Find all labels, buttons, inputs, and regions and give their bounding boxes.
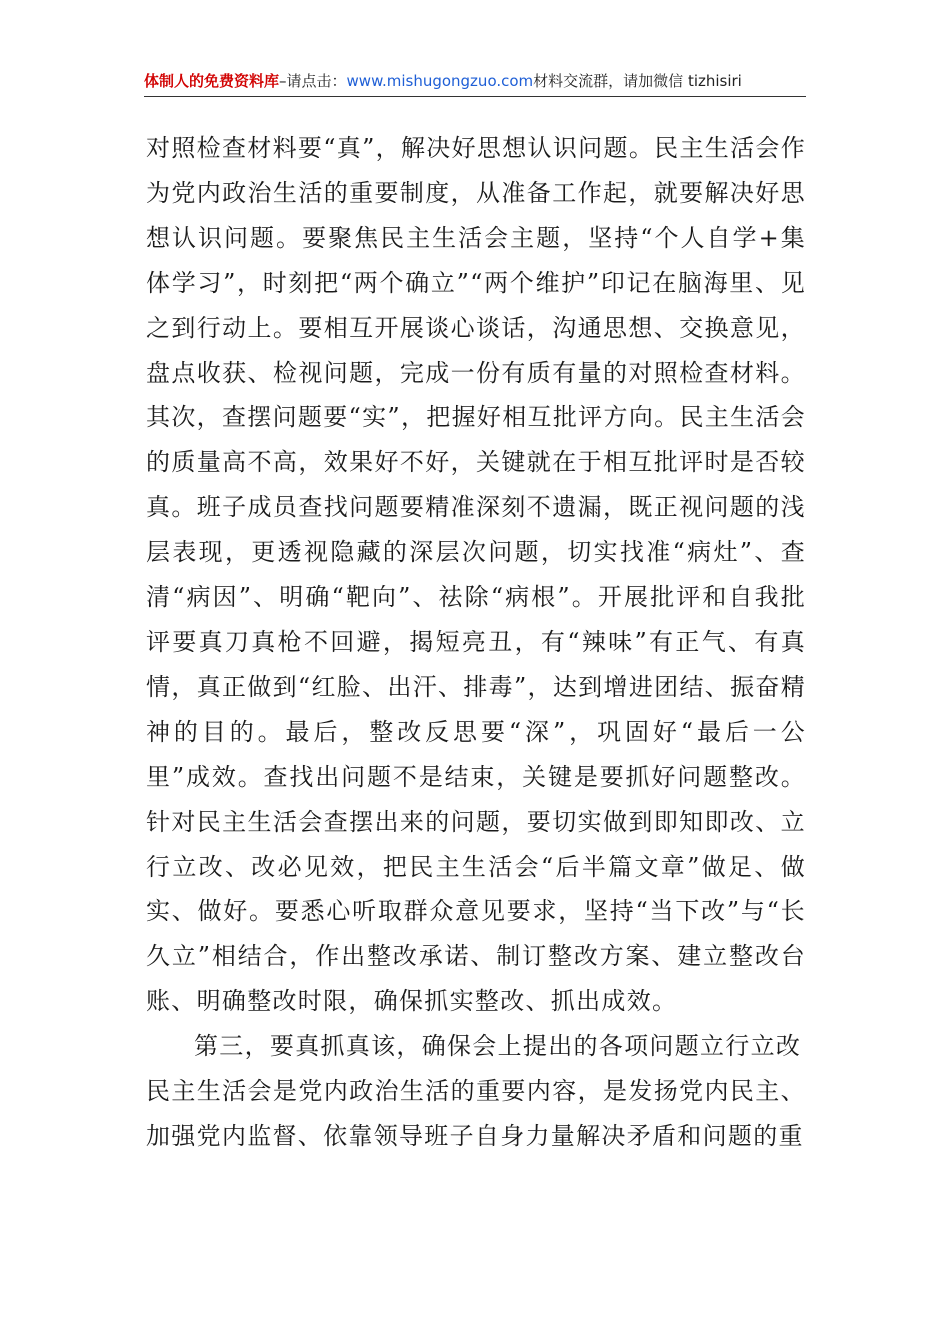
paragraph: 民主生活会是党内政治生活的重要内容，是发扬党内民主、加强党内监督、依靠领导班子自身力量解决矛盾和问题的重 (146, 1077, 806, 1150)
header-link[interactable]: www.mishugongzuo.com (346, 72, 534, 90)
header-contact: 材料交流群，请加微信 tizhisiri (533, 72, 742, 90)
paragraph: 对照检查材料要“真”，解决好思想认识问题。民主生活会作为党内政治生活的重要制度，从准备工作起，就要解决好思想认识问题。要聚焦民主生活会主题，坚持“个人自学+集体学习”，时刻把“两个确立”“两个维护”印记在脑海里、见之到行动上。要相互开展谈心谈话，沟通思想、交换意见，盘点收获、检视问题，完成一份有质有量的对照检查材料。其次，查摆问题要“实”，把握好相互批评方向。民主生活会的质量高不高，效果好不好，关键就在于相互批评时是否较真。班子成员查找问题要精准深刻不遗漏，既正视问题的浅层表现，更透视隐藏的深层次问题，切实找准“病灶”、查清“病因”、明确“靶向”、祛除“病根”。开展批评和自我批评要真刀真枪不回避，揭短亮丑，有“辣味”有正气、有真情，真正做到“红脸、出汗、排毒”，达到增进团结、振奋精神的目的。最后，整改反思要“深”，巩固好“最后一公里”成效。查找出问题不是结束，关键是要抓好问题整改。针对民主生活会查摆出来的问题，要切实做到即知即改、立行立改、改必见效，把民主生活会“后半篇文章”做足、做实、做好。要悉心听取群众意见要求，坚持“当下改”与“长久立”相结合，作出整改承诺、制订整改方案、建立整改台账、明确整改时限，确保抓实整改、抓出成效。 (146, 134, 806, 1016)
document-body (146, 126, 806, 1159)
section-heading: 第三，要真抓真该，确保会上提出的各项问题立行立改 (194, 1032, 802, 1061)
header-prompt: –请点击： (279, 72, 347, 90)
header-brand: 体制人的免费资料库 (144, 72, 280, 90)
page-header (144, 66, 806, 97)
